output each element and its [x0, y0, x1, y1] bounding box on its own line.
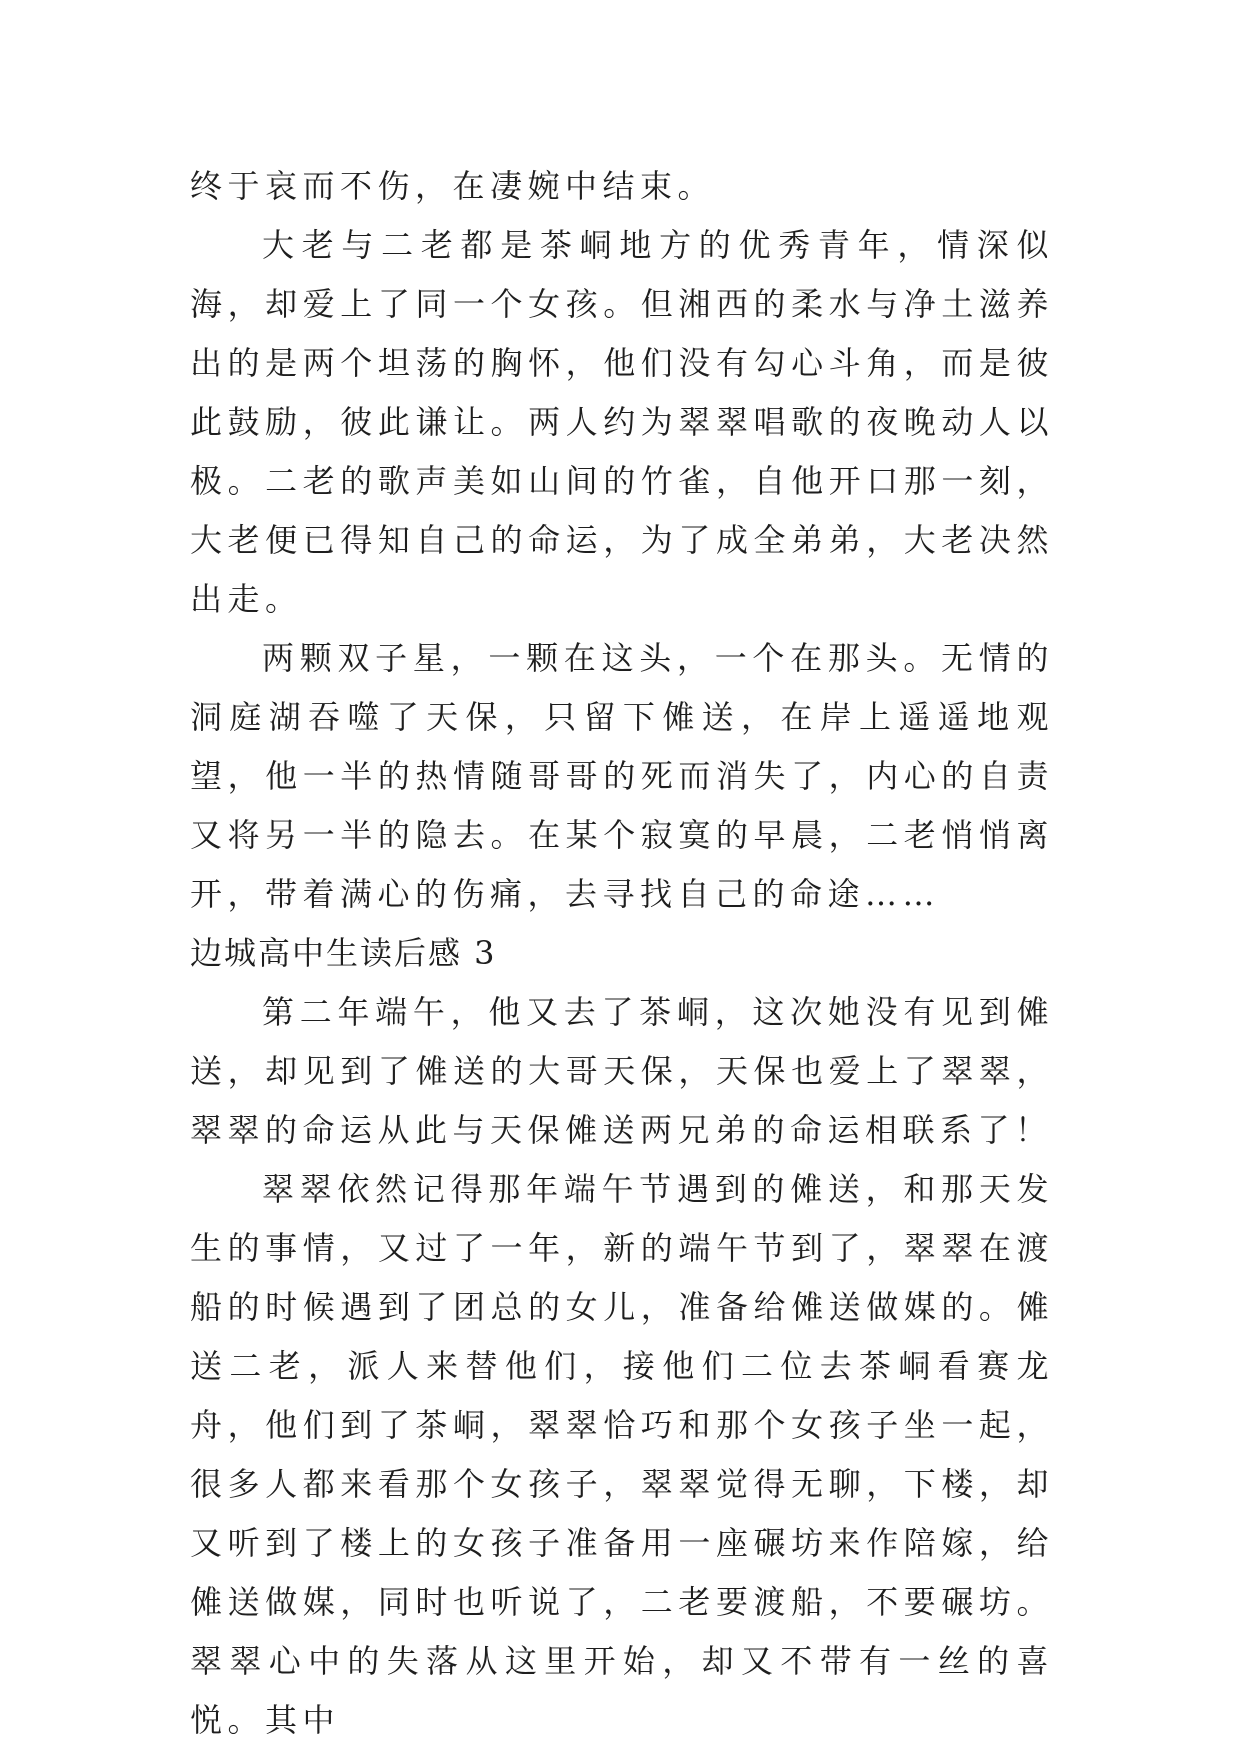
paragraph-4: 第二年端午，他又去了茶峒，这次她没有见到傩送，却见到了傩送的大哥天保，天保也爱上了翠翠，翠翠的命运从此与天保傩送两兄弟的命运相联系了！: [190, 993, 1054, 1149]
paragraph-3: 两颗双子星，一颗在这头，一个在那头。无情的洞庭湖吞噬了天保，只留下傩送，在岸上遥遥地观望，他一半的热情随哥哥的死而消失了，内心的自责又将另一半的隐去。在某个寂寞的早晨，二老悄悄离开，带着满心的伤痛，去寻找自己的命途……: [190, 639, 1054, 913]
paragraph-5: 翠翠依然记得那年端午节遇到的傩送，和那天发生的事情，又过了一年，新的端午节到了，翠翠在渡船的时候遇到了团总的女儿，准备给傩送做媒的。傩送二老，派人来替他们，接他们二位去茶峒看赛龙舟，他们到了茶峒，翠翠恰巧和那个女孩子坐一起，很多人都来看那个女孩子，翠翠觉得无聊，下楼，却又听到了楼上的女孩子准备用一座碾坊来作陪嫁，给傩送做媒，同时也听说了，二老要渡船，不要碾坊。翠翠心中的失落从这里开始，却又不带有一丝的喜悦。其中: [190, 1170, 1054, 1739]
section-heading: 边城高中生读后感 3: [190, 934, 497, 972]
paragraph-1: 终于哀而不伤，在凄婉中结束。: [190, 167, 716, 205]
document-body: [190, 157, 1054, 1750]
paragraph-2: 大老与二老都是茶峒地方的优秀青年，情深似海，却爱上了同一个女孩。但湘西的柔水与净土滋养出的是两个坦荡的胸怀，他们没有勾心斗角，而是彼此鼓励，彼此谦让。两人约为翠翠唱歌的夜晚动人以极。二老的歌声美如山间的竹雀，自他开口那一刻，大老便已得知自己的命运，为了成全弟弟，大老决然出走。: [190, 226, 1054, 618]
